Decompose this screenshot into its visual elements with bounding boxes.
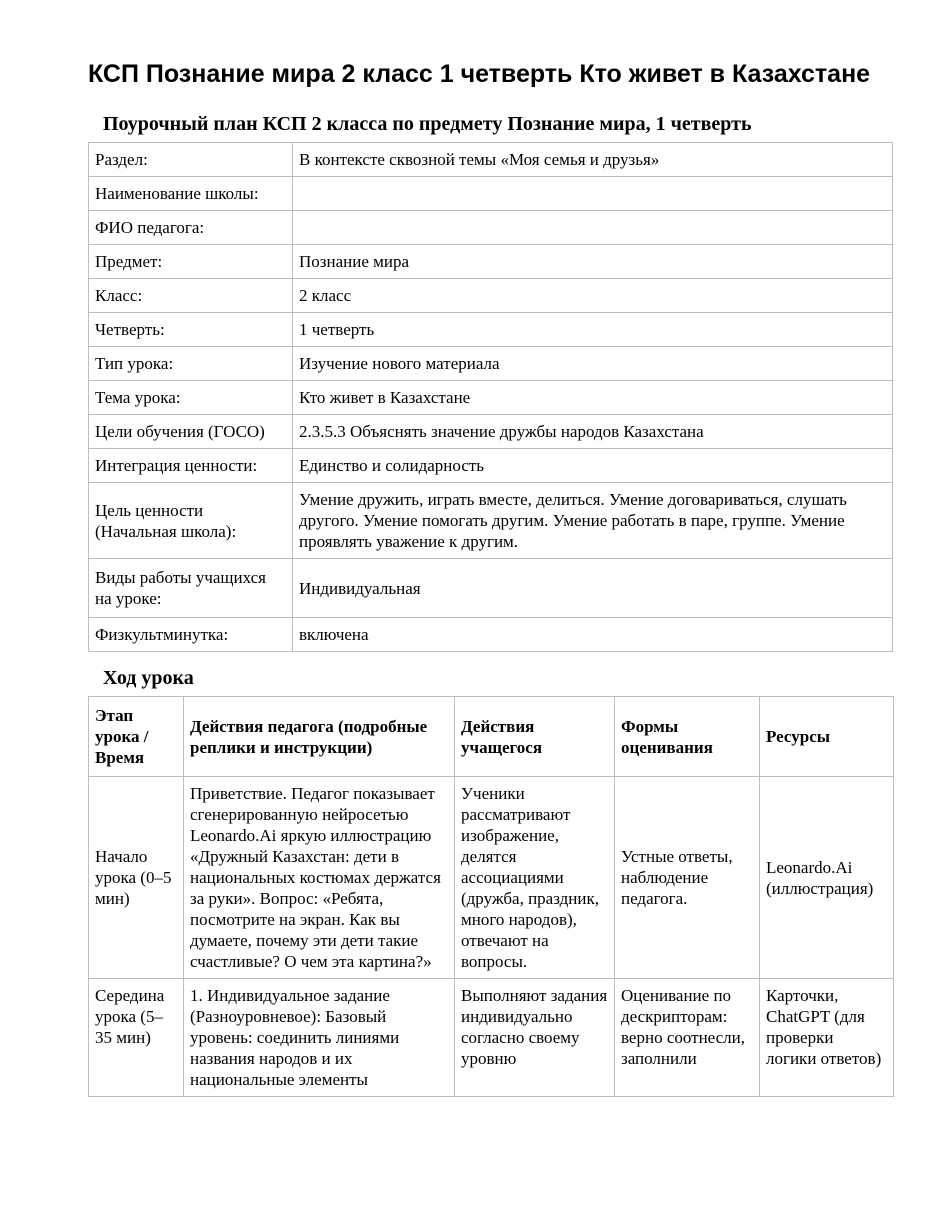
document-title: КСП Познание мира 2 класс 1 четверть Кто живет в Казахстане bbox=[88, 60, 871, 88]
cell-assessment: Оценивание по дескрипторам: верно соотнесли, заполнили bbox=[615, 979, 760, 1097]
table-row bbox=[89, 483, 893, 559]
row-label: Цель ценности (Начальная школа): bbox=[89, 483, 293, 559]
plan-heading: Поурочный план КСП 2 класса по предмету Познание мира, 1 четверть bbox=[103, 113, 752, 135]
lesson-table bbox=[88, 696, 894, 1097]
row-value: Индивидуальная bbox=[293, 559, 893, 618]
row-label: Четверть: bbox=[89, 313, 293, 347]
cell-resources: Leonardo.Ai (иллюстрация) bbox=[760, 777, 894, 979]
row-label: Тип урока: bbox=[89, 347, 293, 381]
cell-student: Ученики рассматривают изображение, делятся ассоциациями (дружба, праздник, много народов), отвечают на вопросы. bbox=[455, 777, 615, 979]
row-value: Единство и солидарность bbox=[293, 449, 893, 483]
row-value: 2 класс bbox=[293, 279, 893, 313]
cell-teacher: Приветствие. Педагог показывает сгенерированную нейросетью Leonardo.Ai яркую иллюстрацию «Дружный Казахстан: дети в национальных костюмах держатся за руки». Вопрос: «Ребята, посмотрите на экран. Как вы думаете, почему эти дети такие счастливые? О чем эта картина?» bbox=[184, 777, 455, 979]
row-value: Умение дружить, играть вместе, делиться. Умение договариваться, слушать другого. Умение помогать другим. Умение работать в паре, группе. Умение проявлять уважение к другим. bbox=[293, 483, 893, 559]
row-value bbox=[293, 177, 893, 211]
document-page bbox=[88, 58, 893, 1097]
cell-resources: Карточки, ChatGPT (для проверки логики ответов) bbox=[760, 979, 894, 1097]
table-row bbox=[89, 177, 893, 211]
cell-student: Выполняют задания индивидуально согласно своему уровню bbox=[455, 979, 615, 1097]
row-label: Цели обучения (ГОСО) bbox=[89, 415, 293, 449]
plan-info-table bbox=[88, 142, 893, 652]
column-header-student: Действия учащегося bbox=[455, 697, 615, 777]
column-header-assessment: Формы оценивания bbox=[615, 697, 760, 777]
row-label: Интеграция ценности: bbox=[89, 449, 293, 483]
table-row bbox=[89, 313, 893, 347]
table-row bbox=[89, 449, 893, 483]
table-row bbox=[89, 347, 893, 381]
row-value: включена bbox=[293, 618, 893, 652]
table-row bbox=[89, 415, 893, 449]
row-label: Виды работы учащихся на уроке: bbox=[89, 559, 293, 618]
table-row bbox=[89, 143, 893, 177]
row-value: Познание мира bbox=[293, 245, 893, 279]
row-label: Наименование школы: bbox=[89, 177, 293, 211]
table-row bbox=[89, 618, 893, 652]
row-label: Предмет: bbox=[89, 245, 293, 279]
lesson-heading: Ход урока bbox=[103, 667, 194, 689]
table-row bbox=[89, 559, 893, 618]
cell-teacher: 1. Индивидуальное задание (Разноуровневое): Базовый уровень: соединить линиями названия народов и их национальные элементы bbox=[184, 979, 455, 1097]
cell-stage: Начало урока (0–5 мин) bbox=[89, 777, 184, 979]
row-label: ФИО педагога: bbox=[89, 211, 293, 245]
cell-assessment: Устные ответы, наблюдение педагога. bbox=[615, 777, 760, 979]
row-label: Физкультминутка: bbox=[89, 618, 293, 652]
column-header-teacher: Действия педагога (подробные реплики и инструкции) bbox=[184, 697, 455, 777]
table-header-row bbox=[89, 697, 894, 777]
table-row bbox=[89, 979, 894, 1097]
row-label: Класс: bbox=[89, 279, 293, 313]
column-header-stage: Этап урока / Время bbox=[89, 697, 184, 777]
row-value: Изучение нового материала bbox=[293, 347, 893, 381]
row-value: Кто живет в Казахстане bbox=[293, 381, 893, 415]
cell-stage: Середина урока (5–35 мин) bbox=[89, 979, 184, 1097]
table-row bbox=[89, 381, 893, 415]
row-label: Тема урока: bbox=[89, 381, 293, 415]
column-header-resources: Ресурсы bbox=[760, 697, 894, 777]
row-label: Раздел: bbox=[89, 143, 293, 177]
table-row bbox=[89, 211, 893, 245]
table-row bbox=[89, 245, 893, 279]
table-row bbox=[89, 279, 893, 313]
row-value bbox=[293, 211, 893, 245]
table-row bbox=[89, 777, 894, 979]
row-value: В контексте сквозной темы «Моя семья и друзья» bbox=[293, 143, 893, 177]
row-value: 2.3.5.3 Объяснять значение дружбы народов Казахстана bbox=[293, 415, 893, 449]
row-value: 1 четверть bbox=[293, 313, 893, 347]
